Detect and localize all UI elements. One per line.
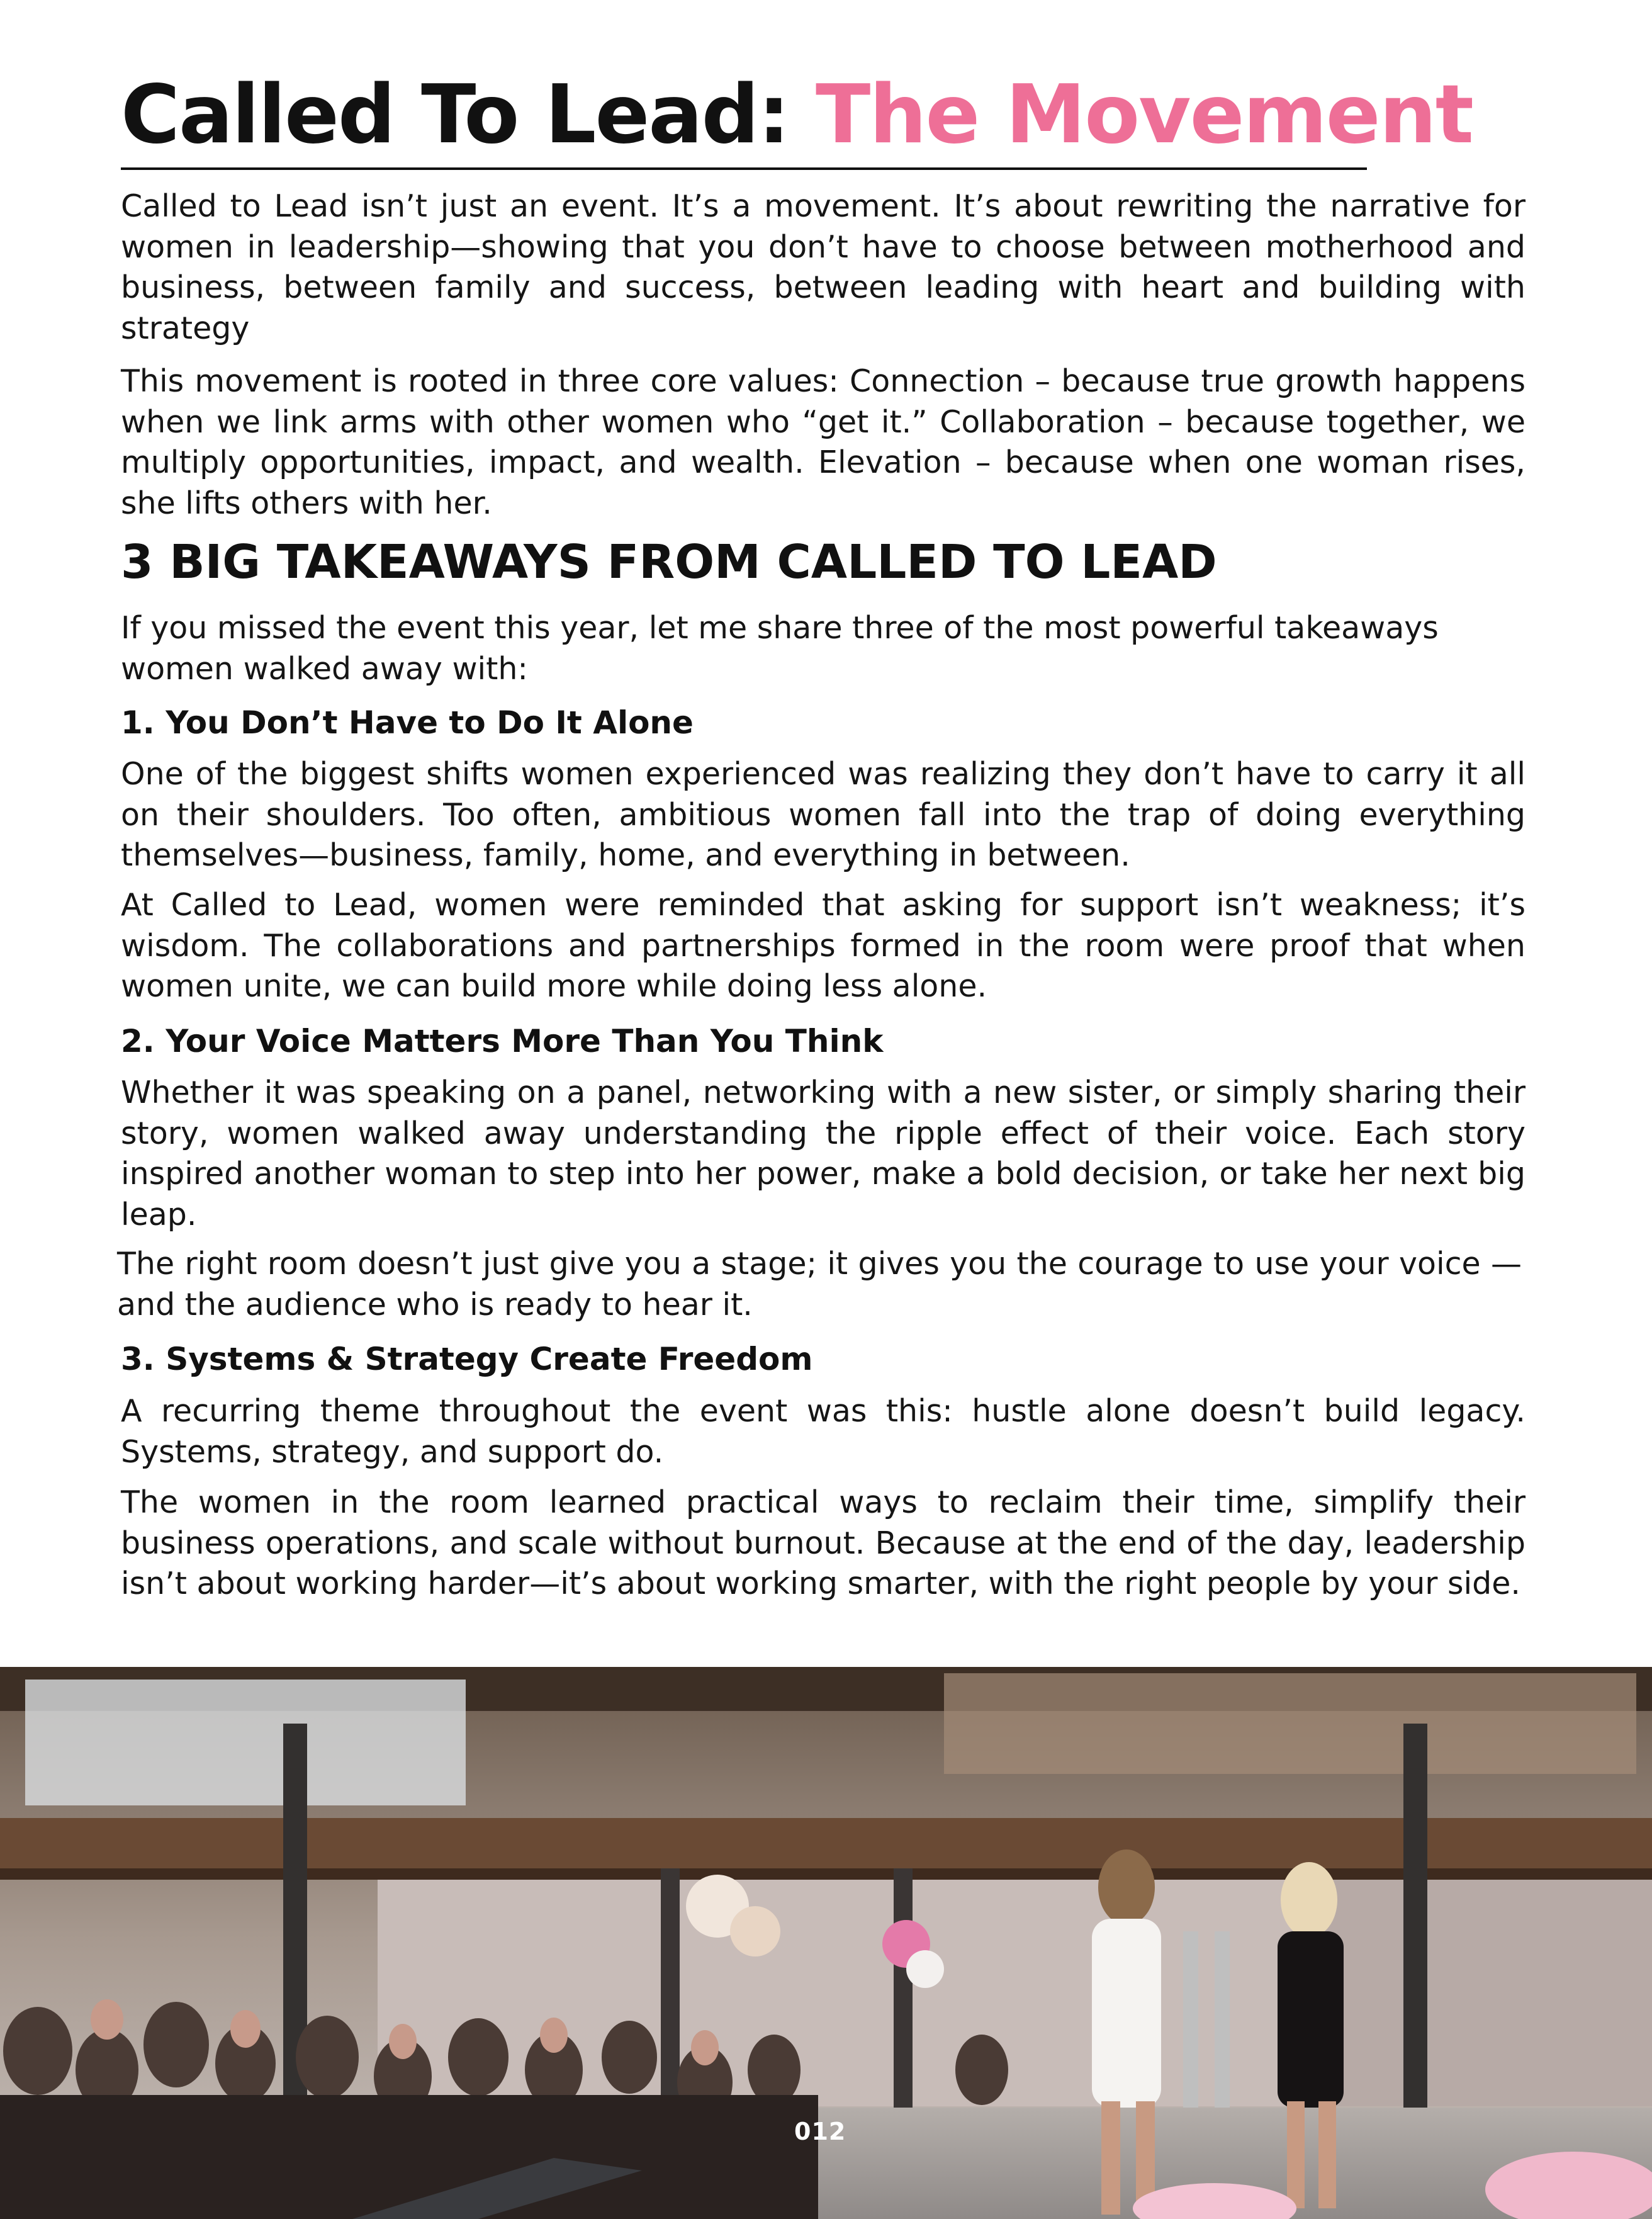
page-title — [121, 68, 1473, 162]
title-underline — [121, 167, 1367, 170]
takeaway-1-paragraph-1: One of the biggest shifts women experienced was realizing they don’t have to carry it all on their shoulders. Too often, ambitious women fall into the trap of doing everything themselves—business, family, home, and everything in between. — [121, 756, 1526, 873]
takeaway-2-paragraph-2: The right room doesn’t just give you a stage; it gives you the courage to use your voice —and the audience who is ready to hear it. — [117, 1246, 1522, 1323]
page-number: 012 — [794, 2118, 846, 2145]
intro-paragraph-1: Called to Lead isn’t just an event. It’s a movement. It’s about rewriting the narrative for women in leadership—showing that you don’t have to choose between motherhood and business, between family and success, between leading with heart and building with strategy — [121, 188, 1526, 346]
takeaways-heading: 3 BIG TAKEAWAYS FROM CALLED TO LEAD — [121, 535, 1217, 589]
takeaway-2-heading: 2. Your Voice Matters More Than You Think — [121, 1023, 884, 1059]
takeaway-1-heading: 1. You Don’t Have to Do It Alone — [121, 704, 694, 741]
takeaway-1-paragraph-2: At Called to Lead, women were reminded that asking for support isn’t weakness; it’s wisdom. The collaborations and partnerships formed in the room were proof that when women unite, we can build more while doing less alone. — [121, 887, 1526, 1004]
takeaway-2-paragraph-1: Whether it was speaking on a panel, networking with a new sister, or simply sharing their story, women walked away understanding the ripple effect of their voice. Each story inspired another woman to step into her power, make a bold decision, or take her next big leap. — [121, 1075, 1526, 1233]
takeaway-3-paragraph-2: The women in the room learned practical ways to reclaim their time, simplify their business operations, and scale without burnout. Because at the end of the day, leadership isn’t about working harder—it’s about working smarter, with the right people by your side. — [121, 1484, 1526, 1601]
takeaways-intro: If you missed the event this year, let me share three of the most powerful takeaways women walked away with: — [121, 610, 1439, 687]
intro-paragraph-2: This movement is rooted in three core values: Connection – because true growth happens when we link arms with other women who “get it.” Collaboration – because together, we multiply opportunities, impact, and wealth. Elevation – because when one woman rises, she lifts others with her. — [121, 363, 1526, 521]
title-main: Called To Lead: — [121, 68, 816, 162]
takeaway-3-paragraph-1: A recurring theme throughout the event was this: hustle alone doesn’t build legacy. Systems, strategy, and support do. — [121, 1393, 1526, 1470]
takeaway-3-heading: 3. Systems & Strategy Create Freedom — [121, 1341, 813, 1377]
title-accent: The Movement — [816, 68, 1473, 162]
